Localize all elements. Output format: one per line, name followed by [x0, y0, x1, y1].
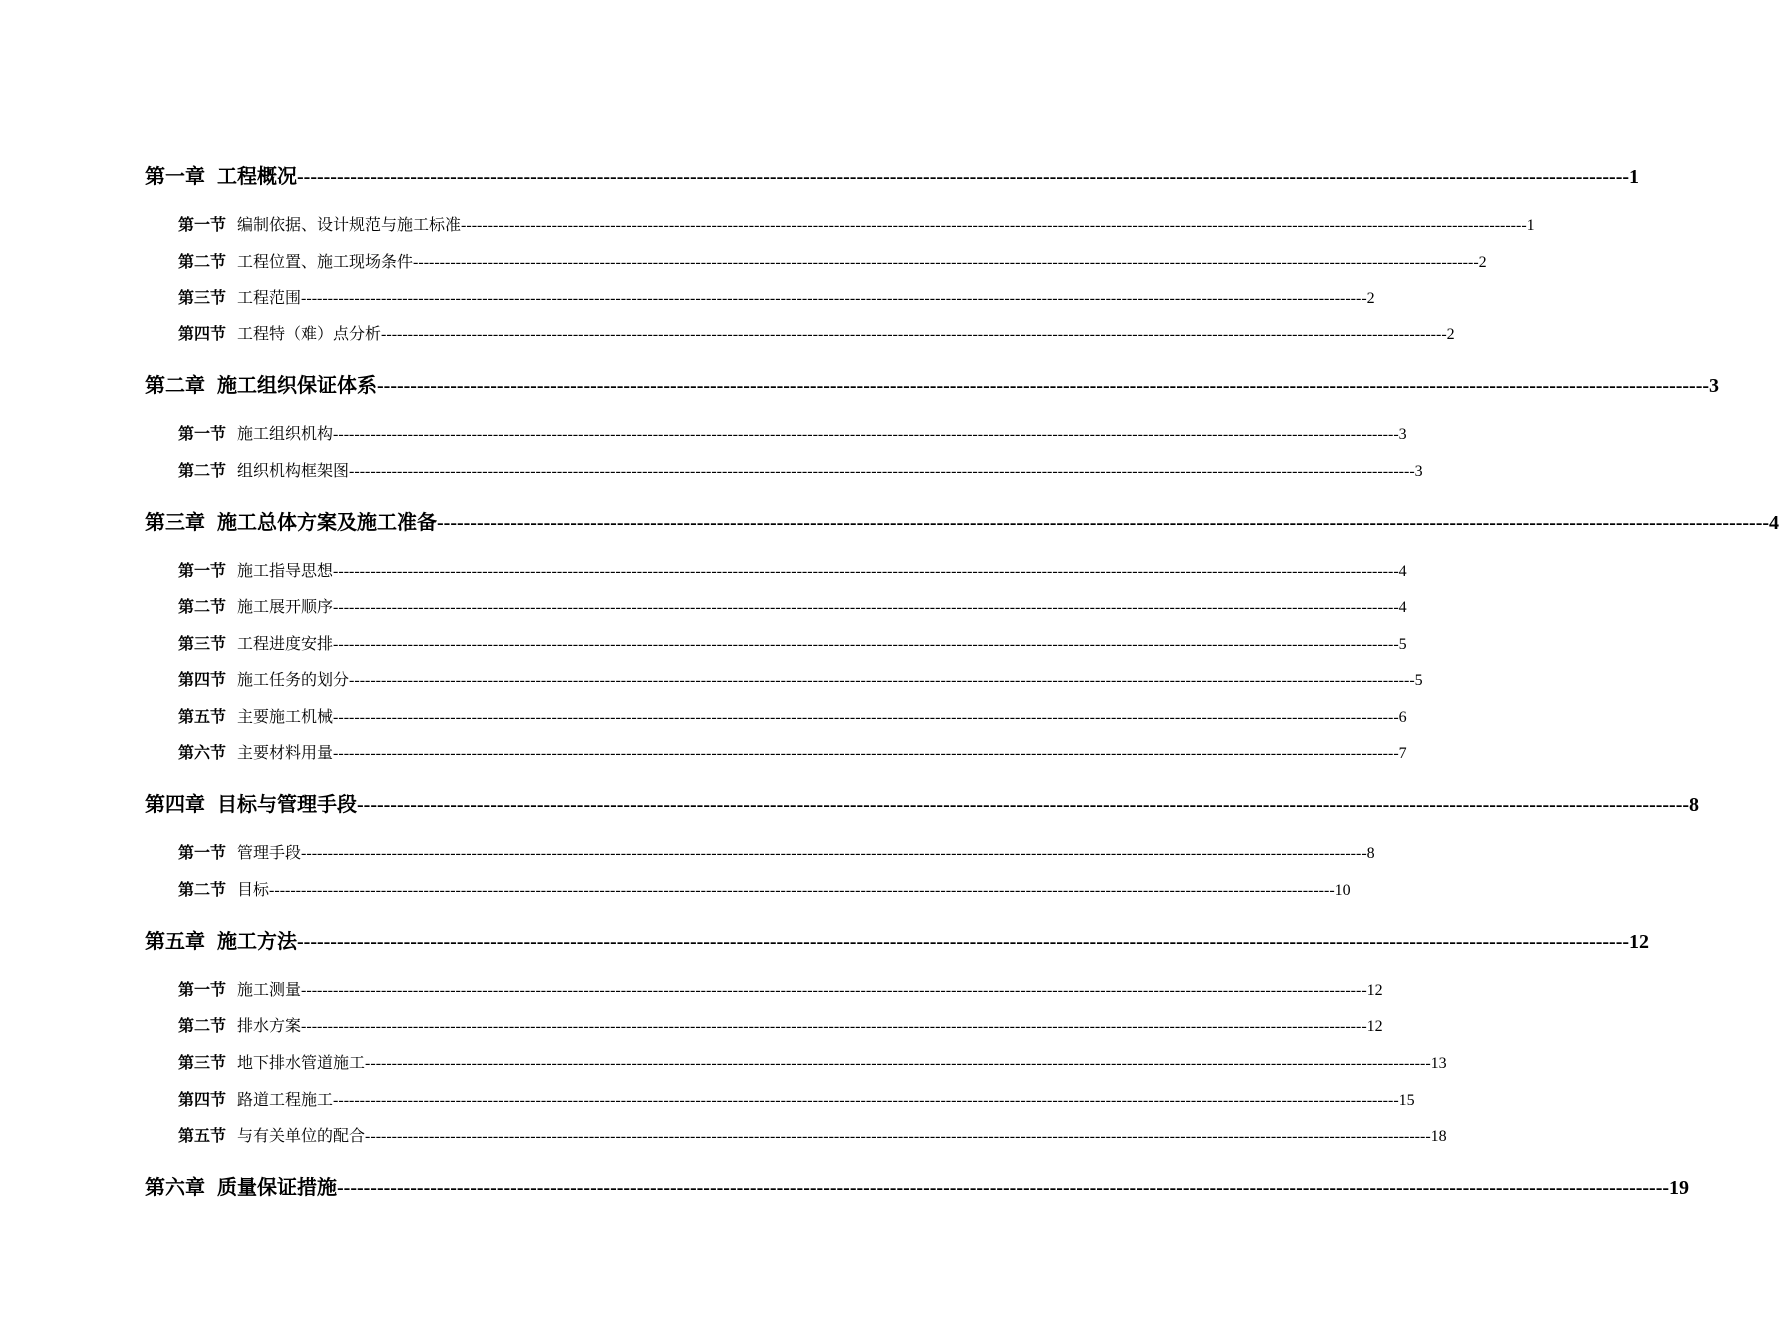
chapter-title: 质量保证措施 — [217, 1175, 337, 1199]
section-page-number: 5 — [1414, 672, 1423, 689]
section-page-number: 4 — [1398, 563, 1407, 580]
dot-leader: -------------------------------------------------------------------------------------------------------------------------------------------------------------------------------------------------------- — [333, 1092, 1399, 1109]
section-label: 第四节 — [178, 324, 227, 343]
section-page-number: 3 — [1414, 463, 1423, 480]
section-title: 排水方案 — [237, 1016, 302, 1035]
dot-leader: -------------------------------------------------------------------------------------------------------------------------------------------------------------------------------------------------------- — [365, 1055, 1431, 1072]
toc-section-5-1[interactable] — [178, 979, 1383, 1002]
section-page-number: 2 — [1478, 254, 1487, 271]
section-label: 第三节 — [178, 634, 227, 653]
section-title: 目标 — [237, 880, 270, 899]
toc-section-3-2[interactable] — [178, 596, 1407, 619]
dot-leader: -------------------------------------------------------------------------------------------------------------------------------------------------------------------------------------------------------- — [301, 845, 1367, 862]
dot-leader: -------------------------------------------------------------------------------------------------------------------------------------------------------------------------------------------------------- — [301, 1018, 1367, 1035]
section-page-number: 6 — [1398, 709, 1407, 726]
section-title: 施工任务的划分 — [237, 670, 350, 689]
chapter-page-number: 4 — [1769, 512, 1779, 534]
dot-leader: -------------------------------------------------------------------------------------------------------------------------------------------------------------------------------------------------------- — [333, 426, 1399, 443]
section-title: 地下排水管道施工 — [237, 1053, 366, 1072]
chapter-title: 施工组织保证体系 — [217, 373, 377, 397]
toc-section-1-3[interactable] — [178, 287, 1375, 310]
chapter-title: 施工总体方案及施工准备 — [217, 510, 437, 534]
chapter-page-number: 1 — [1629, 166, 1640, 188]
section-label: 第一节 — [178, 424, 227, 443]
toc-section-3-5[interactable] — [178, 706, 1407, 729]
chapter-label: 第六章 — [145, 1175, 205, 1199]
chapter-title: 目标与管理手段 — [217, 792, 357, 816]
section-label: 第二节 — [178, 1016, 227, 1035]
toc-section-5-2[interactable] — [178, 1015, 1383, 1038]
chapter-label: 第四章 — [145, 792, 205, 816]
toc-section-1-4[interactable] — [178, 323, 1455, 346]
dot-leader: -------------------------------------------------------------------------------------------------------------------------------------------------------------------------------------------------------- — [301, 982, 1367, 999]
section-page-number: 5 — [1398, 636, 1407, 653]
section-title: 施工指导思想 — [237, 561, 334, 580]
toc-section-1-2[interactable] — [178, 251, 1487, 274]
section-page-number: 18 — [1430, 1128, 1447, 1145]
section-title: 组织机构框架图 — [237, 461, 350, 480]
section-title: 施工展开顺序 — [237, 597, 334, 616]
dot-leader: -------------------------------------------------------------------------------------------------------------------------------------------------------------------------------------------------------- — [461, 217, 1527, 234]
toc-section-4-2[interactable] — [178, 879, 1351, 902]
section-page-number: 10 — [1334, 882, 1351, 899]
dot-leader: -------------------------------------------------------------------------------------------------------------------------------------------------------------------------------------------------------- — [301, 290, 1367, 307]
section-label: 第五节 — [178, 1126, 227, 1145]
chapter-title: 施工方法 — [217, 929, 297, 953]
section-title: 工程特（难）点分析 — [237, 324, 382, 343]
toc-chapter-1[interactable] — [145, 163, 1640, 190]
section-label: 第五节 — [178, 707, 227, 726]
dot-leader: -------------------------------------------------------------------------------------------------------------------------------------------------------------------------------------------------------- — [365, 1128, 1431, 1145]
dot-leader: -------------------------------------------------------------------------------------------------------------------------------------------------------------------------------------------------------- — [333, 709, 1399, 726]
dot-leader: -------------------------------------------------------------------------------------------------------------------------------------------------------------------------------------------------------- — [381, 326, 1447, 343]
section-page-number: 3 — [1398, 426, 1407, 443]
dot-leader: -------------------------------------------------------------------------------------------------------------------------------------------------------------------------------------------------------- — [297, 931, 1630, 953]
toc-section-3-6[interactable] — [178, 742, 1407, 765]
section-label: 第三节 — [178, 1053, 227, 1072]
chapter-label: 第一章 — [145, 164, 205, 188]
section-page-number: 7 — [1398, 745, 1407, 762]
dot-leader: -------------------------------------------------------------------------------------------------------------------------------------------------------------------------------------------------------- — [333, 636, 1399, 653]
section-label: 第二节 — [178, 252, 227, 271]
toc-chapter-3[interactable] — [145, 509, 1779, 536]
section-label: 第一节 — [178, 980, 227, 999]
dot-leader: -------------------------------------------------------------------------------------------------------------------------------------------------------------------------------------------------------- — [297, 166, 1630, 188]
toc-chapter-6[interactable] — [145, 1174, 1690, 1201]
toc-section-3-4[interactable] — [178, 669, 1423, 692]
section-label: 第一节 — [178, 215, 227, 234]
toc-section-4-1[interactable] — [178, 842, 1375, 865]
chapter-page-number: 12 — [1629, 931, 1650, 953]
section-title: 路道工程施工 — [237, 1090, 334, 1109]
section-label: 第一节 — [178, 843, 227, 862]
section-page-number: 15 — [1398, 1092, 1415, 1109]
section-page-number: 13 — [1430, 1055, 1447, 1072]
section-title: 施工测量 — [237, 980, 302, 999]
chapter-page-number: 19 — [1669, 1177, 1690, 1199]
dot-leader: -------------------------------------------------------------------------------------------------------------------------------------------------------------------------------------------------------- — [349, 463, 1415, 480]
chapter-title: 工程概况 — [217, 164, 297, 188]
section-title: 工程位置、施工现场条件 — [237, 252, 414, 271]
section-title: 管理手段 — [237, 843, 302, 862]
section-title: 施工组织机构 — [237, 424, 334, 443]
section-title: 主要材料用量 — [237, 743, 334, 762]
chapter-page-number: 3 — [1709, 375, 1720, 397]
dot-leader: -------------------------------------------------------------------------------------------------------------------------------------------------------------------------------------------------------- — [333, 599, 1399, 616]
section-title: 主要施工机械 — [237, 707, 334, 726]
dot-leader: -------------------------------------------------------------------------------------------------------------------------------------------------------------------------------------------------------- — [349, 672, 1415, 689]
dot-leader: -------------------------------------------------------------------------------------------------------------------------------------------------------------------------------------------------------- — [333, 563, 1399, 580]
chapter-label: 第五章 — [145, 929, 205, 953]
chapter-page-number: 8 — [1689, 794, 1700, 816]
section-page-number: 2 — [1366, 290, 1375, 307]
section-label: 第二节 — [178, 461, 227, 480]
toc-section-3-3[interactable] — [178, 633, 1407, 656]
dot-leader: -------------------------------------------------------------------------------------------------------------------------------------------------------------------------------------------------------- — [413, 254, 1479, 271]
toc-section-2-2[interactable] — [178, 460, 1423, 483]
section-page-number: 12 — [1366, 982, 1383, 999]
section-label: 第四节 — [178, 670, 227, 689]
section-title: 工程进度安排 — [237, 634, 334, 653]
section-title: 与有关单位的配合 — [237, 1126, 366, 1145]
dot-leader: -------------------------------------------------------------------------------------------------------------------------------------------------------------------------------------------------------- — [333, 745, 1399, 762]
section-label: 第四节 — [178, 1090, 227, 1109]
toc-section-2-1[interactable] — [178, 423, 1407, 446]
toc-section-5-4[interactable] — [178, 1089, 1415, 1112]
section-title: 编制依据、设计规范与施工标准 — [237, 215, 462, 234]
chapter-label: 第三章 — [145, 510, 205, 534]
section-page-number: 1 — [1526, 217, 1535, 234]
section-page-number: 2 — [1446, 326, 1455, 343]
dot-leader: -------------------------------------------------------------------------------------------------------------------------------------------------------------------------------------------------------- — [437, 512, 1770, 534]
dot-leader: -------------------------------------------------------------------------------------------------------------------------------------------------------------------------------------------------------- — [357, 794, 1690, 816]
section-label: 第二节 — [178, 880, 227, 899]
toc-chapter-2[interactable] — [145, 372, 1720, 399]
toc-chapter-5[interactable] — [145, 928, 1650, 955]
section-label: 第六节 — [178, 743, 227, 762]
section-page-number: 12 — [1366, 1018, 1383, 1035]
toc-section-3-1[interactable] — [178, 560, 1407, 583]
toc-section-5-3[interactable] — [178, 1052, 1447, 1075]
section-page-number: 4 — [1398, 599, 1407, 616]
section-title: 工程范围 — [237, 288, 302, 307]
section-page-number: 8 — [1366, 845, 1375, 862]
section-label: 第二节 — [178, 597, 227, 616]
toc-section-1-1[interactable] — [178, 214, 1535, 237]
dot-leader: -------------------------------------------------------------------------------------------------------------------------------------------------------------------------------------------------------- — [269, 882, 1335, 899]
section-label: 第三节 — [178, 288, 227, 307]
dot-leader: -------------------------------------------------------------------------------------------------------------------------------------------------------------------------------------------------------- — [377, 375, 1710, 397]
chapter-label: 第二章 — [145, 373, 205, 397]
section-label: 第一节 — [178, 561, 227, 580]
toc-chapter-4[interactable] — [145, 791, 1700, 818]
dot-leader: -------------------------------------------------------------------------------------------------------------------------------------------------------------------------------------------------------- — [337, 1177, 1670, 1199]
toc-section-5-5[interactable] — [178, 1125, 1447, 1148]
